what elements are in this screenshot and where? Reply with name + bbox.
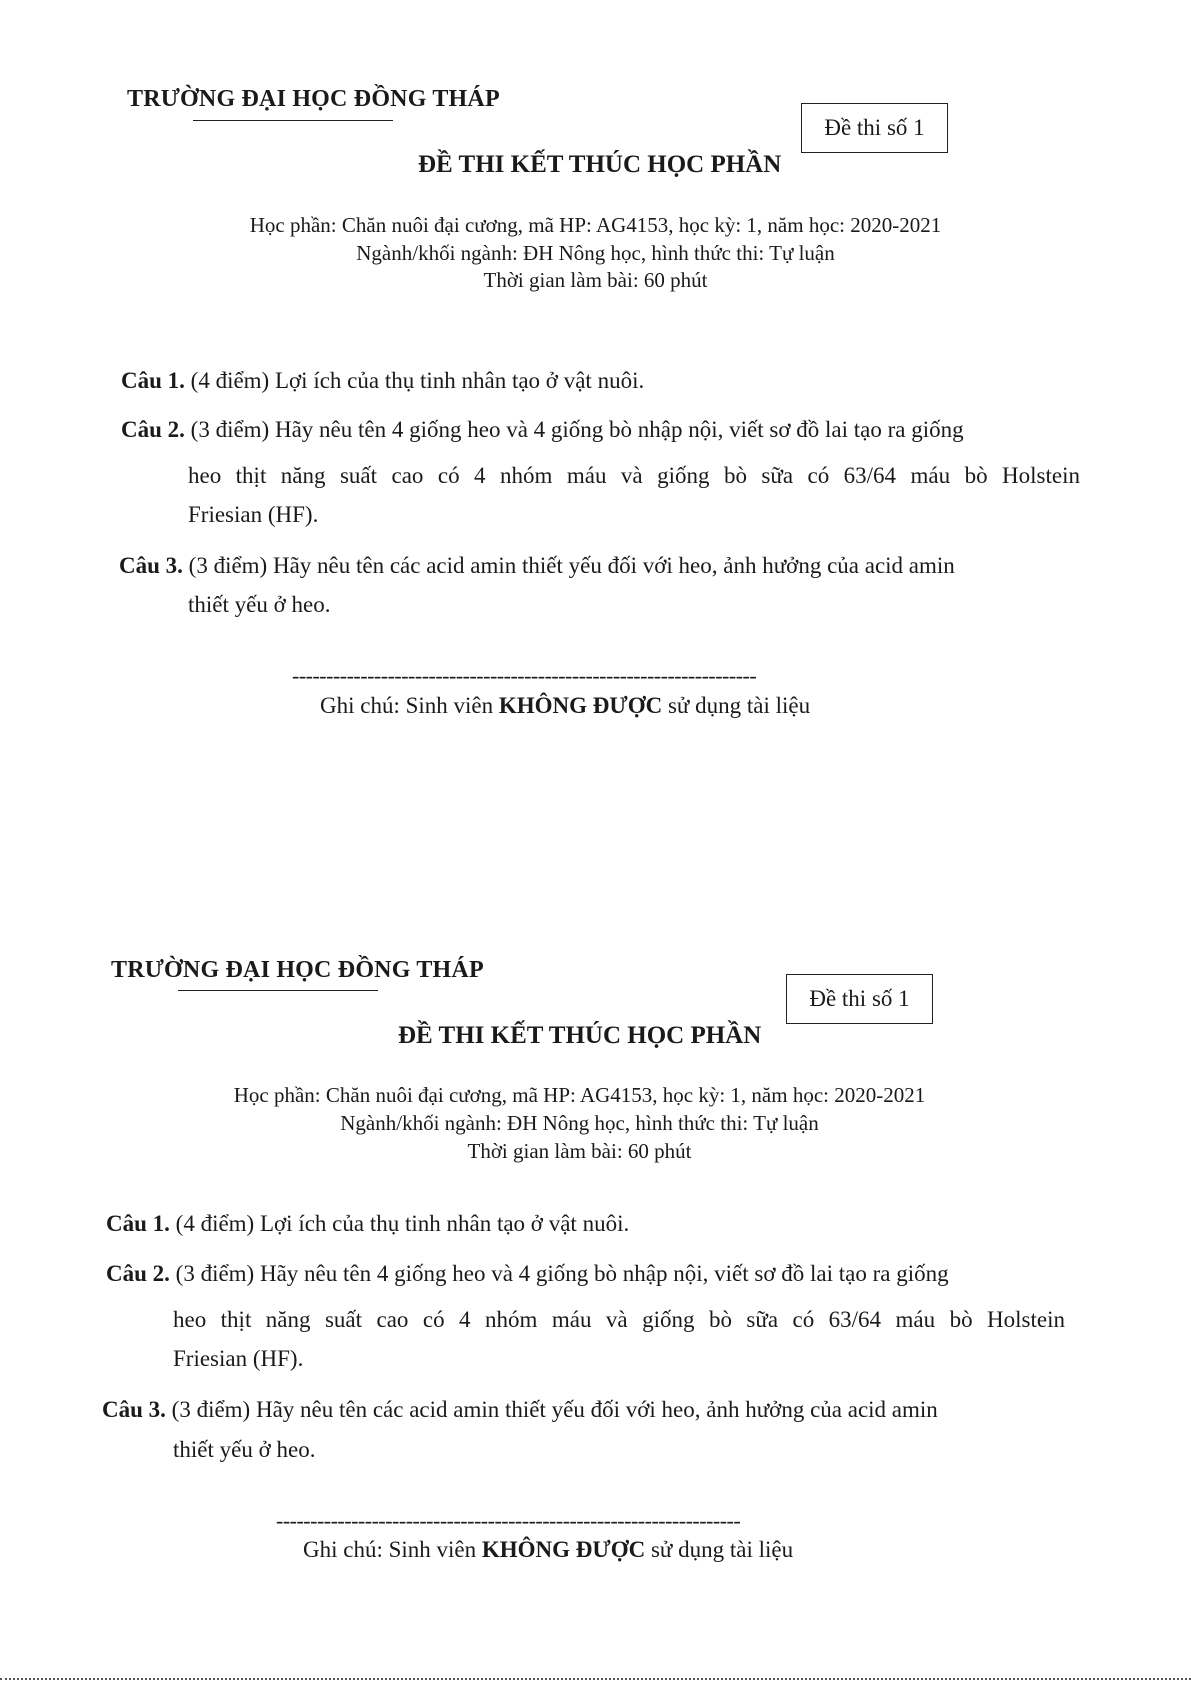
question-2 bbox=[106, 1261, 1066, 1287]
exam-title: ĐỀ THI KẾT THÚC HỌC PHẦN bbox=[418, 151, 782, 178]
note-emphasis: KHÔNG ĐƯỢC bbox=[498, 693, 663, 718]
question-label: Câu 2. bbox=[121, 417, 185, 442]
duration-line: Thời gian làm bài: 60 phút bbox=[483, 268, 708, 292]
note-prefix: Ghi chú: Sinh viên bbox=[303, 1537, 482, 1562]
question-3-end: thiết yếu ở heo. bbox=[173, 1437, 316, 1462]
note-emphasis: KHÔNG ĐƯỢC bbox=[481, 1537, 646, 1562]
duration-line: Thời gian làm bài: 60 phút bbox=[467, 1139, 692, 1163]
question-2-continuation: heo thịt năng suất cao có 4 nhóm máu và giống bò sữa có 63/64 máu bò Holstein bbox=[188, 463, 1080, 488]
footer-note bbox=[303, 1537, 793, 1563]
question-label: Câu 2. bbox=[106, 1261, 170, 1286]
question-text: (3 điểm) Hãy nêu tên các acid amin thiết yếu đối với heo, ảnh hưởng của acid amin bbox=[188, 553, 955, 578]
school-name: TRƯỜNG ĐẠI HỌC ĐỒNG THÁP bbox=[111, 957, 484, 983]
course-info-line: Học phần: Chăn nuôi đại cương, mã HP: AG4153, học kỳ: 1, năm học: 2020-2021 bbox=[233, 1083, 926, 1107]
note-prefix: Ghi chú: Sinh viên bbox=[320, 693, 499, 718]
question-2-continuation: heo thịt năng suất cao có 4 nhóm máu và giống bò sữa có 63/64 máu bò Holstein bbox=[173, 1307, 1065, 1332]
question-text: (3 điểm) Hãy nêu tên 4 giống heo và 4 giống bò nhập nội, viết sơ đồ lai tạo ra giống bbox=[175, 1261, 949, 1286]
question-1 bbox=[106, 1211, 629, 1237]
question-text: (3 điểm) Hãy nêu tên các acid amin thiết yếu đối với heo, ảnh hưởng của acid amin bbox=[171, 1397, 938, 1422]
separator-line: -------------------------------------------------------------------- bbox=[292, 663, 757, 688]
exam-code: Đề thi số 1 bbox=[824, 115, 925, 140]
course-info-line: Học phần: Chăn nuôi đại cương, mã HP: AG4153, học kỳ: 1, năm học: 2020-2021 bbox=[249, 213, 942, 237]
question-3 bbox=[102, 1397, 938, 1423]
program-info-line: Ngành/khối ngành: ĐH Nông học, hình thức thi: Tự luận bbox=[356, 241, 835, 265]
school-underline bbox=[178, 990, 378, 991]
scan-edge-line bbox=[0, 1678, 1191, 1680]
question-label: Câu 1. bbox=[106, 1211, 170, 1236]
note-suffix: sử dụng tài liệu bbox=[645, 1537, 794, 1562]
question-text: (3 điểm) Hãy nêu tên 4 giống heo và 4 giống bò nhập nội, viết sơ đồ lai tạo ra giống bbox=[190, 417, 964, 442]
question-3-end: thiết yếu ở heo. bbox=[188, 592, 331, 617]
school-name: TRƯỜNG ĐẠI HỌC ĐỒNG THÁP bbox=[127, 86, 500, 112]
question-label: Câu 3. bbox=[102, 1397, 166, 1422]
exam-code-box bbox=[786, 974, 933, 1024]
question-text: (4 điểm) Lợi ích của thụ tinh nhân tạo ở vật nuôi. bbox=[175, 1211, 630, 1236]
question-2-end: Friesian (HF). bbox=[173, 1346, 304, 1371]
question-label: Câu 1. bbox=[121, 368, 185, 393]
question-2-end: Friesian (HF). bbox=[188, 502, 319, 527]
question-label: Câu 3. bbox=[119, 553, 183, 578]
exam-code: Đề thi số 1 bbox=[809, 986, 910, 1011]
separator-line: -------------------------------------------------------------------- bbox=[276, 1508, 741, 1533]
note-suffix: sử dụng tài liệu bbox=[662, 693, 811, 718]
exam-title: ĐỀ THI KẾT THÚC HỌC PHẦN bbox=[398, 1022, 762, 1049]
program-info-line: Ngành/khối ngành: ĐH Nông học, hình thức thi: Tự luận bbox=[340, 1111, 819, 1135]
question-text: (4 điểm) Lợi ích của thụ tinh nhân tạo ở vật nuôi. bbox=[190, 368, 645, 393]
